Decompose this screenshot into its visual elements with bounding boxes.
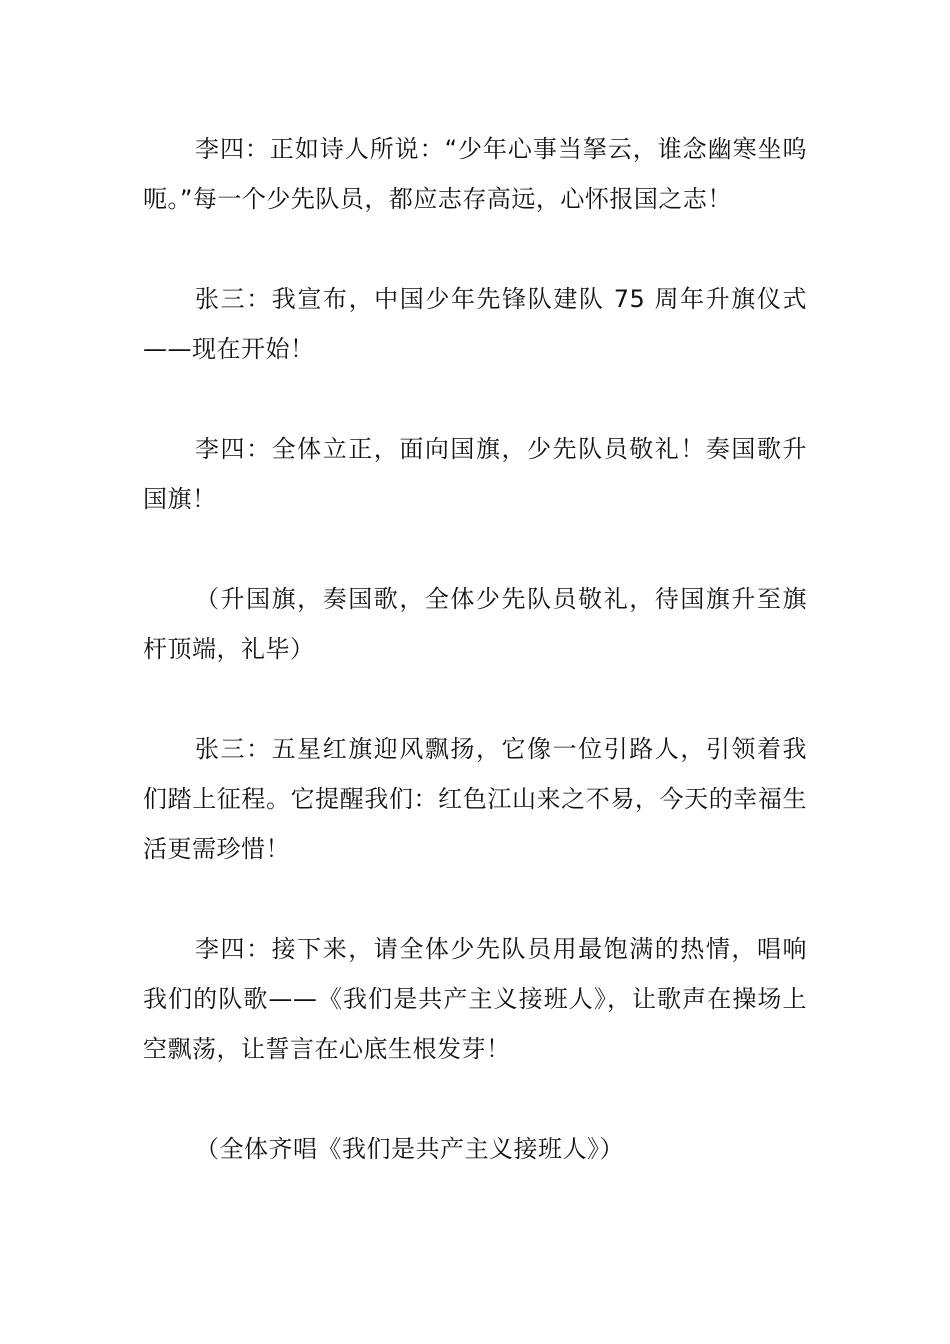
- paragraph-lisi-team-song: 李四：接下来，请全体少先队员用最饱满的热情，唱响我们的队歌——《我们是共产主义接班人》，让歌声在操场上空飘荡，让誓言在心底生根发芽！: [143, 935, 807, 1063]
- stage-direction-sing-song: （全体齐唱《我们是共产主义接班人》）: [195, 1135, 624, 1163]
- stage-direction-flag-raising: （升国旗，奏国歌，全体少先队员敬礼，待国旗升至旗杆顶端，礼毕）: [143, 585, 807, 663]
- paragraph-zhangsan-announcement: 张三：我宣布，中国少年先锋队建队 75 周年升旗仪式——现在开始！: [143, 285, 807, 363]
- paragraph-lisi-poem-quote: 李四：正如诗人所说：“少年心事当拏云，谁念幽寒坐呜呃。”每一个少先队员，都应志存高远，心怀报国之志！: [143, 135, 807, 213]
- paragraph-lisi-salute-command: 李四：全体立正，面向国旗，少先队员敬礼！奏国歌升国旗！: [143, 435, 807, 513]
- paragraph-zhangsan-flag-speech: 张三：五星红旗迎风飘扬，它像一位引路人，引领着我们踏上征程。它提醒我们：红色江山来之不易，今天的幸福生活更需珍惜！: [143, 735, 807, 863]
- document-body: [143, 124, 807, 1174]
